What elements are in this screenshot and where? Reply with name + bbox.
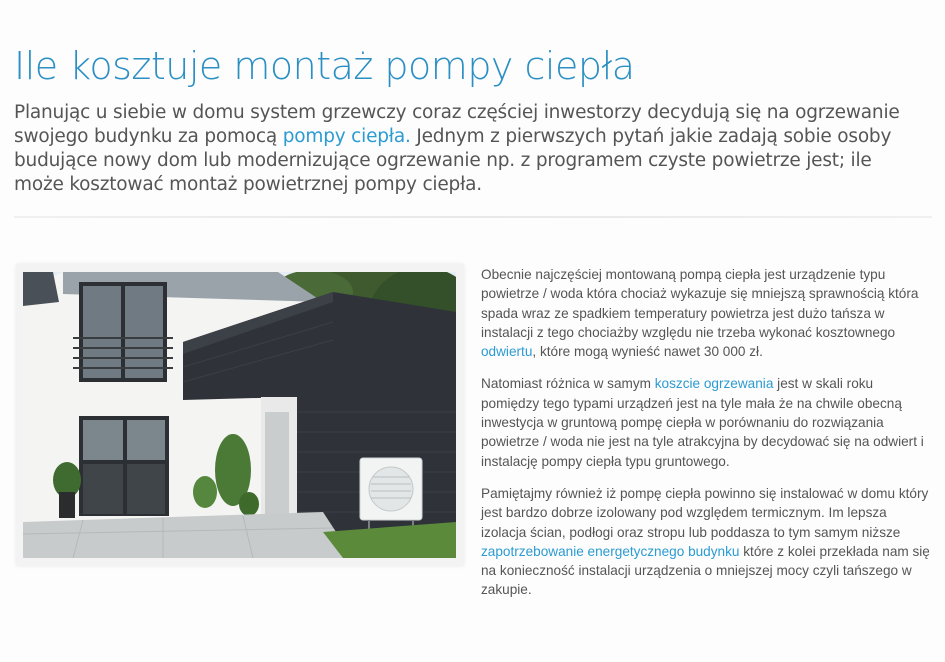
p2-after: jest w skali roku pomiędzy tego typami urządzeń jest na tyle mała że na chwile obecną inwestycja w gruntową pompę ciepła w porównaniu do rozwiązania powietrze / woda nie jest na tyle atrakcyjna by decydować się na odwiert i instalację pompy ciepła typu gruntowego. [481, 376, 924, 469]
page-title: Ile kosztuje montaż pompy ciepła [14, 44, 635, 88]
house-illustration [23, 272, 456, 558]
p1-text: Obecnie najczęściej montowaną pompą ciepła jest urządzenie typu powietrze / woda która chociaż wykazuje się mniejszą sprawnością która spada wraz ze spadkiem temperatury powietrza jest dużo tańsza w instalacji z tego chociażby względu nie trzeba wykonać kosztownego [481, 267, 919, 340]
article-paragraph-3 [481, 484, 931, 600]
article-paragraph-2 [481, 374, 931, 470]
borehole-link[interactable]: odwiertu [481, 344, 533, 360]
lead-text-1: Planując u siebie w domu system grzewczy coraz częściej inwestorzy decydują się na ogrzewanie swojego budynku za pomocą [14, 102, 900, 147]
heating-cost-link[interactable]: koszcie ogrzewania [654, 376, 774, 392]
p3-after: które z kolei przekłada nam się na konieczność instalacji urządzenia o mniejszej mocy czyli tańszego w zakupie. [481, 543, 930, 598]
article-body [481, 265, 931, 613]
p1-after: , które mogą wynieść nawet 30 000 zł. [532, 344, 763, 360]
heat-pump-link[interactable]: pompy ciepła. [282, 126, 411, 147]
article-paragraph-1 [481, 265, 931, 361]
energy-demand-link[interactable]: zapotrzebowanie energetycznego budynku [481, 543, 740, 559]
lead-paragraph [14, 101, 926, 197]
house-photo [23, 272, 456, 558]
section-divider [14, 216, 932, 218]
house-photo-frame [16, 264, 464, 566]
lead-text-2: Jednym z pierwszych pytań jakie zadają sobie osoby budujące nowy dom lub modernizujące ogrzewanie np. z programem czyste powietrze jest; ile może kosztować montaż powietrznej pompy ciepła. [14, 126, 892, 195]
p2-before: Natomiast różnica w samym [481, 376, 655, 392]
p3-before: Pamiętajmy również iż pompę ciepła powinno się instalować w domu który jest bardzo dobrze izolowany pod względem termicznym. Im lepsza izolacja ścian, podłogi oraz stropu lub poddasza to tym samym niższe [481, 485, 929, 540]
